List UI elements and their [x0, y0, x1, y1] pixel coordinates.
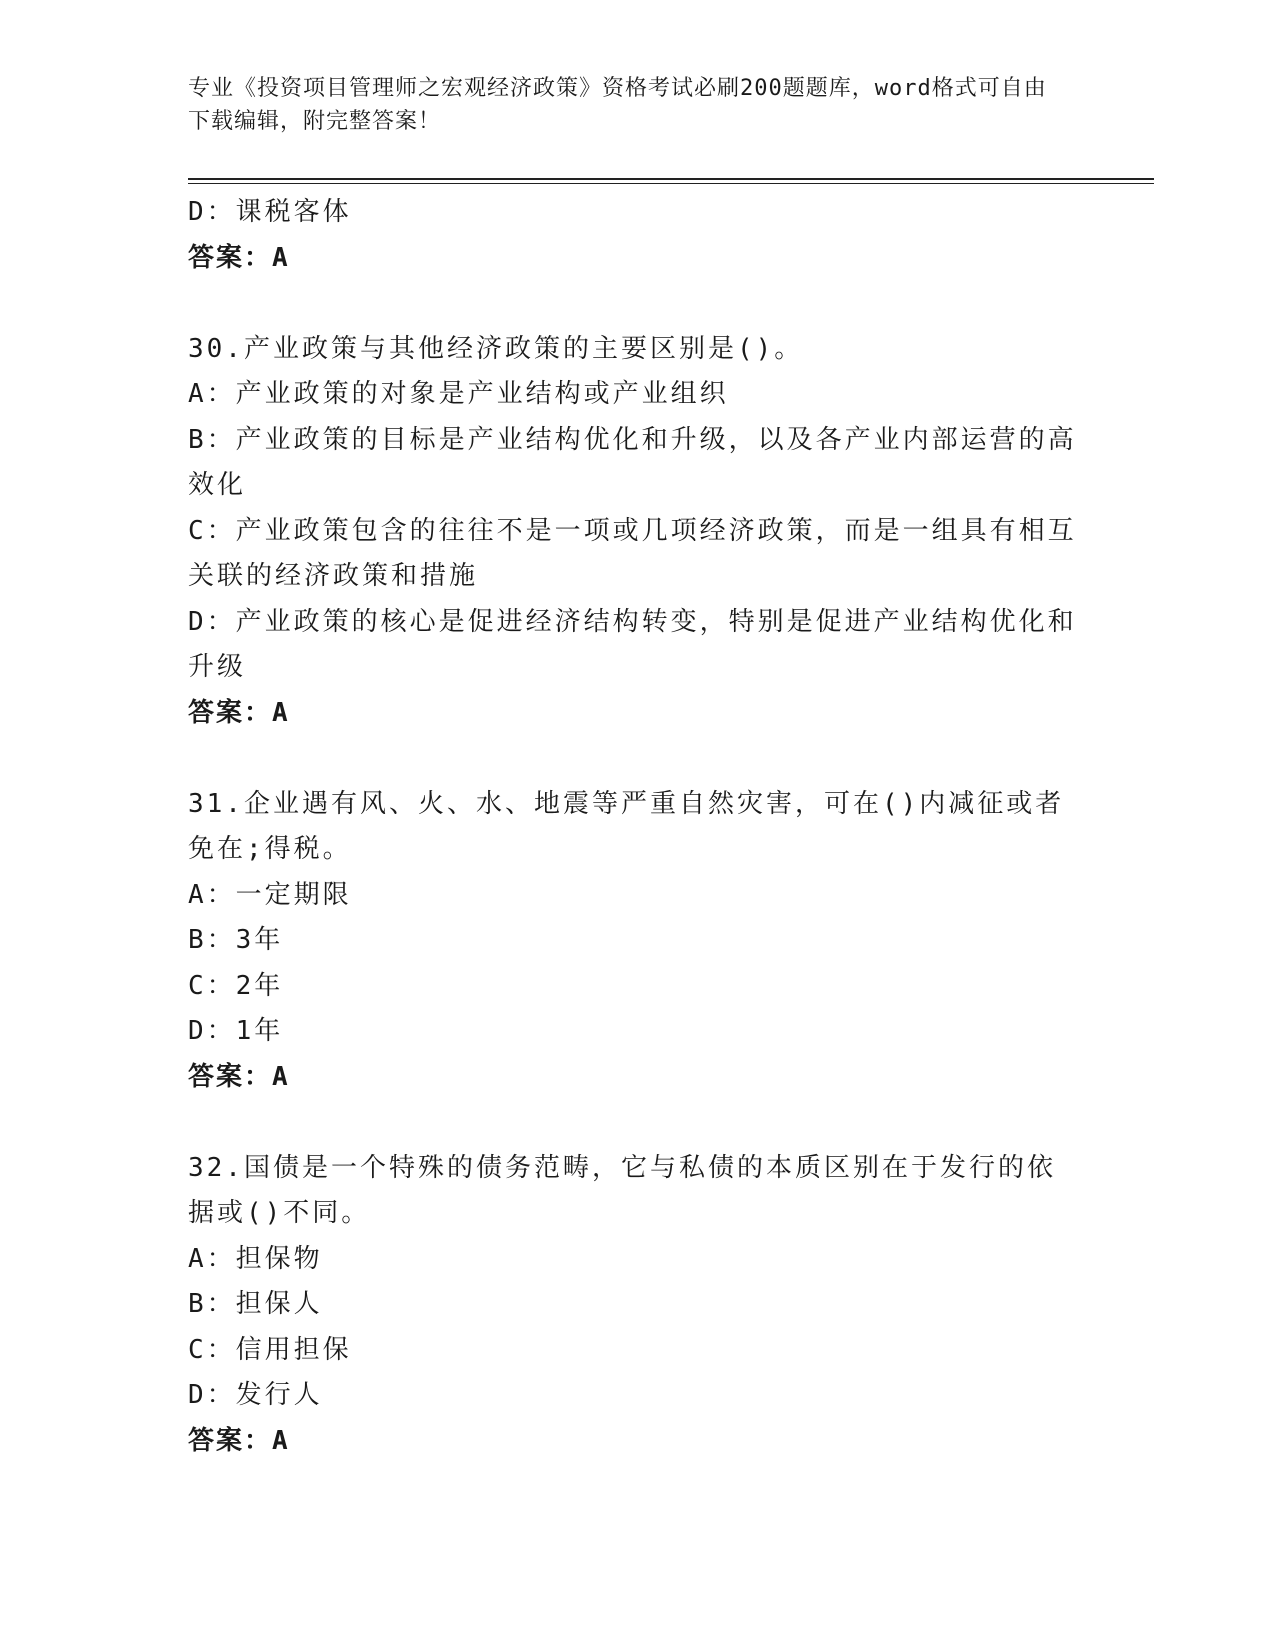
answer: 答案：A: [188, 1061, 290, 1092]
option-c: C：产业政策包含的往往不是一项或几项经济政策，而是一组具有相互关联的经济政策和措施: [188, 515, 1077, 591]
question-list: [188, 190, 1078, 1464]
spacer: [188, 281, 1078, 327]
option-b: B：担保人: [188, 1289, 323, 1319]
answer: 答案：A: [188, 242, 290, 273]
spacer: [188, 1100, 1078, 1146]
option-b: B：3年: [188, 925, 284, 955]
option-a: A：担保物: [188, 1243, 323, 1274]
option-c: C：信用担保: [188, 1334, 352, 1365]
question-32: [188, 1146, 1078, 1465]
option-d: D：发行人: [188, 1380, 323, 1410]
option-a: A：一定期限: [188, 879, 352, 910]
option-b: B：产业政策的目标是产业结构优化和升级，以及各产业内部运营的高效化: [188, 424, 1077, 500]
option-d: D：1年: [188, 1016, 284, 1046]
question-30: [188, 327, 1078, 737]
header-divider: [188, 178, 1154, 184]
question-text: 30.产业政策与其他经济政策的主要区别是()。: [188, 333, 804, 364]
document-header: [188, 72, 1068, 138]
spacer: [188, 736, 1078, 782]
header-title: 专业《投资项目管理师之宏观经济政策》资格考试必刷200题题库，word格式可自由下载编辑，附完整答案！: [188, 76, 1047, 134]
option-d: D：课税客体: [188, 197, 352, 227]
question-text: 32.国债是一个特殊的债务范畴，它与私债的本质区别在于发行的依据或()不同。: [188, 1152, 1056, 1228]
option-c: C：2年: [188, 970, 284, 1001]
option-a: A：产业政策的对象是产业结构或产业组织: [188, 379, 729, 409]
question-31: [188, 782, 1078, 1101]
question-text: 31.企业遇有风、火、水、地震等严重自然灾害，可在()内减征或者免在;得税。: [188, 788, 1065, 864]
answer: 答案：A: [188, 1425, 290, 1456]
answer: 答案：A: [188, 697, 290, 728]
option-d: D：产业政策的核心是促进经济结构转变，特别是促进产业结构优化和升级: [188, 606, 1077, 682]
